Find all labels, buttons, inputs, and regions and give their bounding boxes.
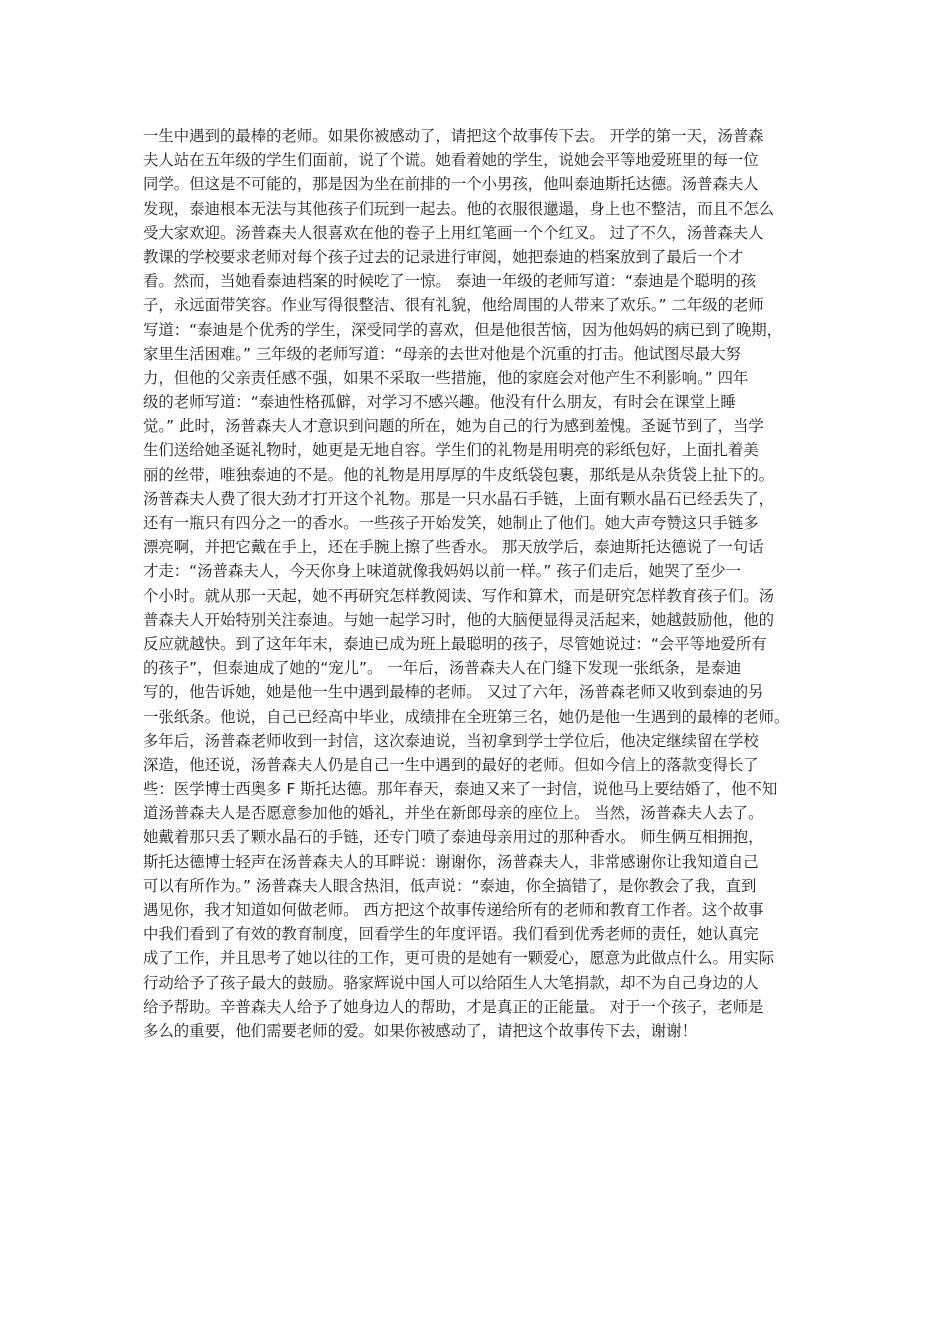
text-line: 的孩子”，但泰迪成了她的“宠儿”。 一年后，汤普森夫人在门缝下发现一张纸条，是泰迪 bbox=[143, 659, 742, 678]
text-line: 给予帮助。辛普森夫人给予了她身边人的帮助，才是真正的正能量。 对于一个孩子，老师是 bbox=[143, 997, 764, 1016]
text-line: 家里生活困难。” 三年级的老师写道：“母亲的去世对他是个沉重的打击。他试图尽最大努 bbox=[143, 344, 741, 363]
text-line: 同学。但这是不可能的，那是因为坐在前排的一个小男孩，他叫泰迪斯托达德。汤普森夫人 bbox=[143, 175, 759, 194]
story-text bbox=[143, 124, 813, 1043]
text-line: 汤普森夫人费了很大劲才打开这个礼物。那是一只水晶石手链，上面有颗水晶石已经丢失了， bbox=[143, 489, 775, 508]
text-line: 级的老师写道：“泰迪性格孤僻，对学习不感兴趣。他没有什么朋友，有时会在课堂上睡 bbox=[143, 393, 736, 412]
text-line: 多么的重要，他们需要老师的爱。如果你被感动了，请把这个故事传下去，谢谢！ bbox=[143, 1021, 698, 1040]
text-line: 还有一瓶只有四分之一的香水。一些孩子开始发笑，她制止了他们。她大声夸赞这只手链多 bbox=[143, 514, 759, 532]
text-line: 中我们看到了有效的教育制度，回看学生的年度评语。我们看到优秀老师的责任，她认真完 bbox=[143, 925, 759, 944]
text-line: 看。然而，当她看泰迪档案的时候吃了一惊。 泰迪一年级的老师写道：“泰迪是个聪明的孩 bbox=[143, 272, 757, 291]
text-line: 写道：“泰迪是个优秀的学生，深受同学的喜欢，但是他很苦恼，因为他妈妈的病已到了晚期， bbox=[143, 320, 782, 339]
text-line: 子，永远面带笑容。作业写得很整洁、很有礼貌，他给周围的人带来了欢乐。” 二年级的老师 bbox=[143, 296, 764, 315]
text-line: 夫人站在五年级的学生们面前，说了个谎。她看着她的学生，说她会平等地爱班里的每一位 bbox=[143, 151, 759, 170]
text-line: 些：医学博士西奥多 F 斯托达德。那年春天，泰迪又来了一封信，说他马上要结婚了，他不知 bbox=[143, 780, 778, 799]
text-line: 普森夫人开始特别关注泰迪。与她一起学习时，他的大脑便显得灵活起来，她越鼓励他，他的 bbox=[143, 610, 775, 629]
text-line: 写的，他告诉她，她是他一生中遇到最棒的老师。 又过了六年，汤普森老师又收到泰迪的另 bbox=[143, 683, 764, 702]
text-line: 反应就越快。到了这年年末，泰迪已成为班上最聪明的孩子，尽管她说过：“会平等地爱所有 bbox=[143, 634, 767, 653]
text-line: 斯托达德博士轻声在汤普森夫人的耳畔说：谢谢你，汤普森夫人，非常感谢你让我知道自己 bbox=[143, 852, 759, 871]
text-line: 漂亮啊，并把它戴在手上，还在手腕上擦了些香水。 那天放学后，泰迪斯托达德说了一句话 bbox=[143, 538, 764, 557]
text-line: 她戴着那只丢了颗水晶石的手链，还专门喷了泰迪母亲用过的那种香水。 师生俩互相拥抱， bbox=[143, 828, 764, 847]
text-line: 教课的学校要求老师对每个孩子过去的记录进行审阅，她把泰迪的档案放到了最后一个才 bbox=[143, 247, 744, 266]
text-line: 丽的丝带，唯独泰迪的不是。他的礼物是用厚厚的牛皮纸袋包裹，那纸是从杂货袋上扯下的。 bbox=[143, 465, 775, 484]
text-line: 力，但他的父亲责任感不强，如果不采取一些措施，他的家庭会对他产生不利影响。” 四年 bbox=[143, 368, 749, 387]
text-line: 觉。” 此时，汤普森夫人才意识到问题的所在，她为自己的行为感到羞愧。圣诞节到了，当学 bbox=[143, 417, 764, 436]
text-line: 遇见你，我才知道如何做老师。 西方把这个故事传递给所有的老师和教育工作者。这个故事 bbox=[143, 901, 764, 919]
text-line: 个小时。就从那一天起，她不再研究怎样教阅读、写作和算术，而是研究怎样教育孩子们。汤 bbox=[143, 586, 775, 605]
text-line: 多年后，汤普森老师收到一封信，这次泰迪说，当初拿到学士学位后，他决定继续留在学校 bbox=[143, 731, 759, 750]
text-line: 一张纸条。他说，自己已经高中毕业，成绩排在全班第三名，她仍是他一生遇到的最棒的老师。 bbox=[143, 707, 790, 726]
text-line: 发现，泰迪根本无法与其他孩子们玩到一起去。他的衣服很邋遢，身上也不整洁，而且不怎么 bbox=[143, 199, 775, 218]
text-line: 成了工作，并且思考了她以往的工作，更可贵的是她有一颗爱心，愿意为此做点什么。用实际 bbox=[143, 949, 775, 968]
text-line: 可以有所作为。” 汤普森夫人眼含热泪，低声说：“泰迪，你全搞错了，是你教会了我，直到 bbox=[143, 876, 757, 895]
text-line: 才走：“汤普森夫人，今天你身上味道就像我妈妈以前一样。” 孩子们走后，她哭了至少一 bbox=[143, 562, 741, 581]
text-line: 深造，他还说，汤普森夫人仍是自己一生中遇到的最好的老师。但如今信上的落款变得长了 bbox=[143, 755, 759, 774]
text-line: 一生中遇到的最棒的老师。如果你被感动了，请把这个故事传下去。 开学的第一天，汤普森 bbox=[143, 127, 764, 145]
text-line: 受大家欢迎。汤普森夫人很喜欢在他的卷子上用红笔画一个个红叉。 过了不久，汤普森夫人 bbox=[143, 223, 764, 242]
text-line: 生们送给她圣诞礼物时，她更是无地自容。学生们的礼物是用明亮的彩纸包好，上面扎着美 bbox=[143, 441, 759, 460]
text-line: 道汤普森夫人是否愿意参加他的婚礼，并坐在新郎母亲的座位上。 当然，汤普森夫人去了。 bbox=[143, 804, 764, 823]
text-line: 行动给予了孩子最大的鼓励。骆家辉说中国人可以给陌生人大笔捐款，却不为自己身边的人 bbox=[143, 973, 759, 992]
